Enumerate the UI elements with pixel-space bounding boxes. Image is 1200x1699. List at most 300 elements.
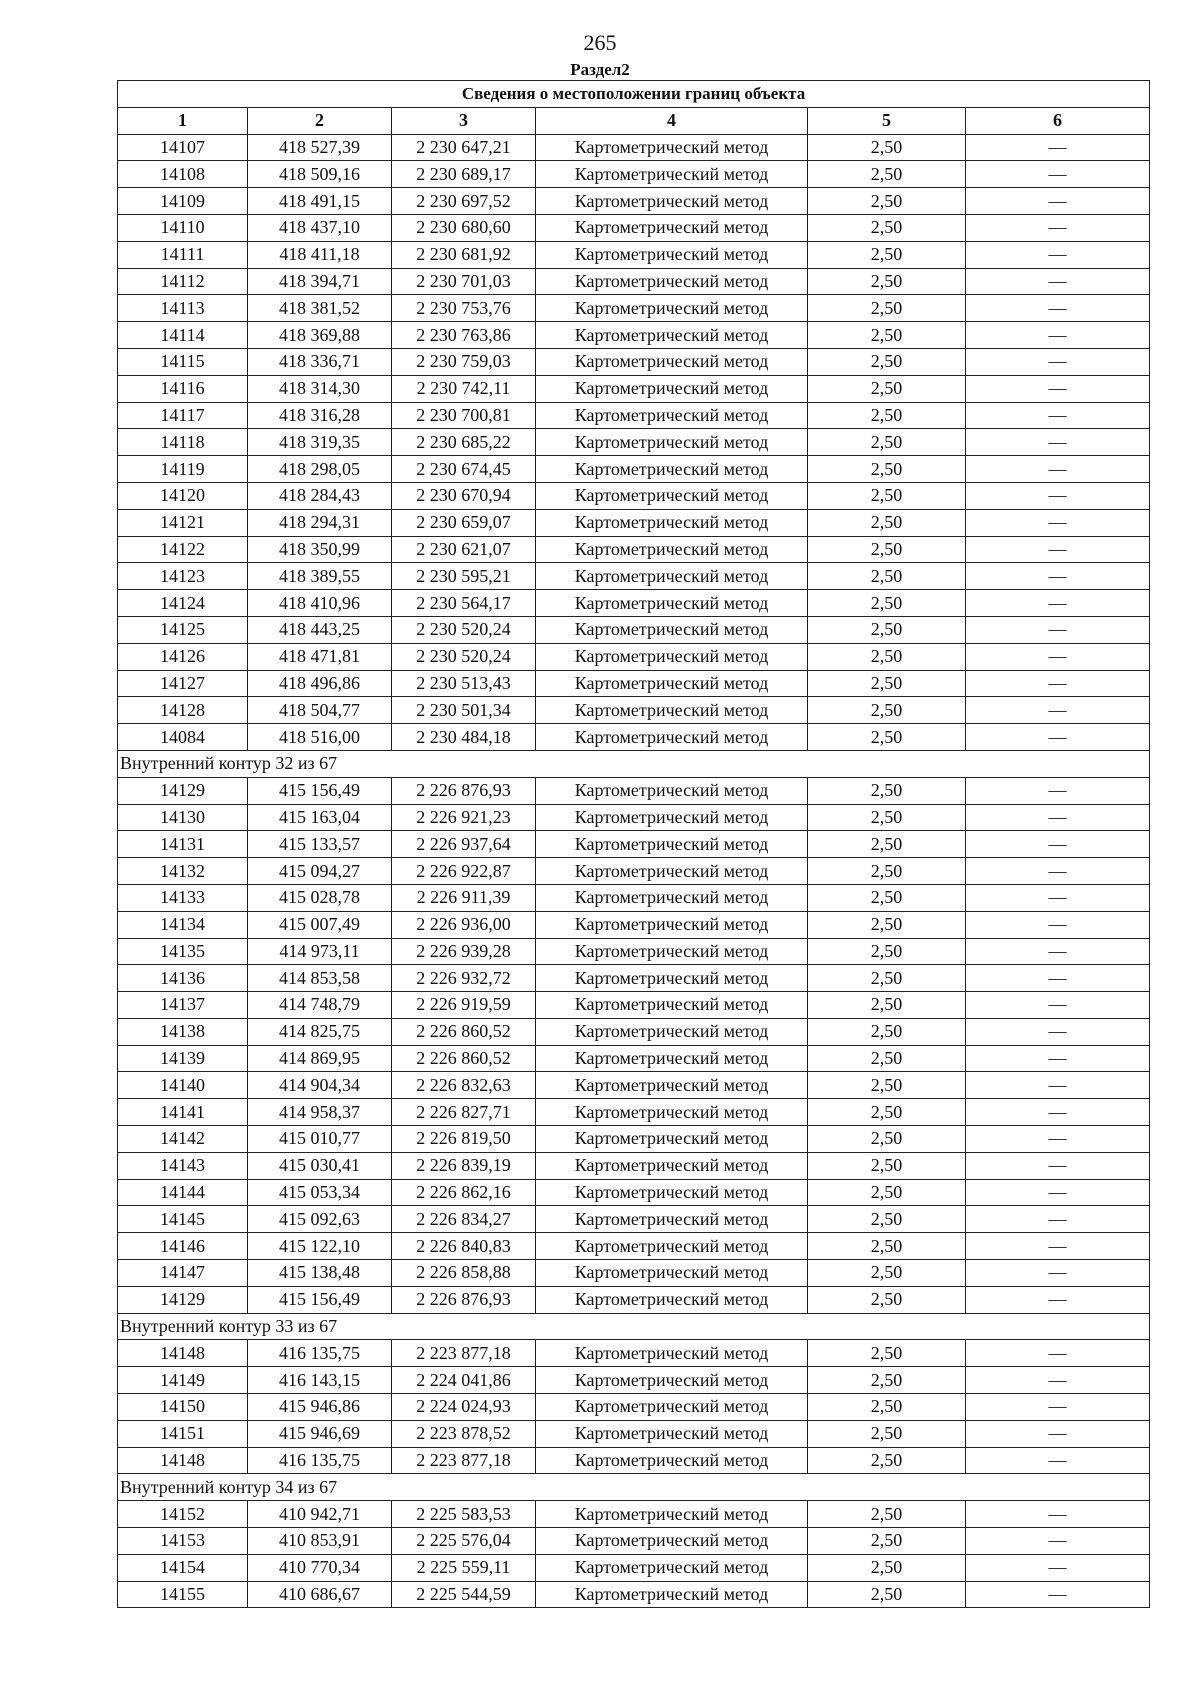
method-cell: Картометрический метод — [536, 241, 808, 268]
method-cell: Картометрический метод — [536, 697, 808, 724]
note-cell: — — [966, 1179, 1150, 1206]
note-cell: — — [966, 429, 1150, 456]
table-row — [118, 858, 1150, 885]
accuracy-cell: 2,50 — [808, 1072, 966, 1099]
point-number-cell: 14107 — [118, 134, 248, 161]
x-coordinate-cell: 418 443,25 — [248, 616, 392, 643]
point-number-cell: 14122 — [118, 536, 248, 563]
y-coordinate-cell: 2 226 876,93 — [392, 777, 536, 804]
y-coordinate-cell: 2 224 024,93 — [392, 1394, 536, 1421]
table-row — [118, 1581, 1150, 1608]
y-coordinate-cell: 2 230 742,11 — [392, 375, 536, 402]
accuracy-cell: 2,50 — [808, 858, 966, 885]
note-cell: — — [966, 241, 1150, 268]
note-cell: — — [966, 161, 1150, 188]
point-number-cell: 14136 — [118, 965, 248, 992]
x-coordinate-cell: 415 156,49 — [248, 777, 392, 804]
note-cell: — — [966, 348, 1150, 375]
note-cell: — — [966, 616, 1150, 643]
method-cell: Картометрический метод — [536, 1286, 808, 1313]
column-header: 4 — [536, 107, 808, 134]
point-number-cell: 14155 — [118, 1581, 248, 1608]
note-cell: — — [966, 911, 1150, 938]
point-number-cell: 14148 — [118, 1447, 248, 1474]
x-coordinate-cell: 418 316,28 — [248, 402, 392, 429]
table-row — [118, 536, 1150, 563]
contour-label: Внутренний контур 34 из 67 — [118, 1474, 1150, 1501]
accuracy-cell: 2,50 — [808, 375, 966, 402]
note-cell: — — [966, 402, 1150, 429]
point-number-cell: 14153 — [118, 1528, 248, 1555]
x-coordinate-cell: 418 319,35 — [248, 429, 392, 456]
point-number-cell: 14149 — [118, 1367, 248, 1394]
table-row — [118, 1420, 1150, 1447]
point-number-cell: 14131 — [118, 831, 248, 858]
point-number-cell: 14113 — [118, 295, 248, 322]
x-coordinate-cell: 418 527,39 — [248, 134, 392, 161]
y-coordinate-cell: 2 230 513,43 — [392, 670, 536, 697]
accuracy-cell: 2,50 — [808, 1045, 966, 1072]
x-coordinate-cell: 410 853,91 — [248, 1528, 392, 1555]
note-cell: — — [966, 697, 1150, 724]
accuracy-cell: 2,50 — [808, 965, 966, 992]
accuracy-cell: 2,50 — [808, 214, 966, 241]
accuracy-cell: 2,50 — [808, 161, 966, 188]
note-cell: — — [966, 1099, 1150, 1126]
table-row — [118, 590, 1150, 617]
y-coordinate-cell: 2 225 559,11 — [392, 1554, 536, 1581]
point-number-cell: 14127 — [118, 670, 248, 697]
y-coordinate-cell: 2 230 753,76 — [392, 295, 536, 322]
note-cell: — — [966, 214, 1150, 241]
point-number-cell: 14134 — [118, 911, 248, 938]
point-number-cell: 14130 — [118, 804, 248, 831]
x-coordinate-cell: 418 516,00 — [248, 724, 392, 751]
method-cell: Картометрический метод — [536, 1099, 808, 1126]
accuracy-cell: 2,50 — [808, 1367, 966, 1394]
accuracy-cell: 2,50 — [808, 1260, 966, 1287]
x-coordinate-cell: 418 496,86 — [248, 670, 392, 697]
accuracy-cell: 2,50 — [808, 884, 966, 911]
method-cell: Картометрический метод — [536, 670, 808, 697]
accuracy-cell: 2,50 — [808, 241, 966, 268]
note-cell: — — [966, 1152, 1150, 1179]
accuracy-cell: 2,50 — [808, 938, 966, 965]
y-coordinate-cell: 2 226 819,50 — [392, 1126, 536, 1153]
y-coordinate-cell: 2 230 681,92 — [392, 241, 536, 268]
note-cell: — — [966, 134, 1150, 161]
point-number-cell: 14143 — [118, 1152, 248, 1179]
y-coordinate-cell: 2 226 939,28 — [392, 938, 536, 965]
x-coordinate-cell: 418 336,71 — [248, 348, 392, 375]
table-row — [118, 1367, 1150, 1394]
table-caption-row — [118, 81, 1150, 108]
method-cell: Картометрический метод — [536, 616, 808, 643]
accuracy-cell: 2,50 — [808, 456, 966, 483]
point-number-cell: 14129 — [118, 777, 248, 804]
method-cell: Картометрический метод — [536, 1581, 808, 1608]
note-cell: — — [966, 992, 1150, 1019]
method-cell: Картометрический метод — [536, 134, 808, 161]
table-row — [118, 831, 1150, 858]
accuracy-cell: 2,50 — [808, 1099, 966, 1126]
x-coordinate-cell: 410 770,34 — [248, 1554, 392, 1581]
method-cell: Картометрический метод — [536, 643, 808, 670]
table-row — [118, 268, 1150, 295]
table-row — [118, 777, 1150, 804]
method-cell: Картометрический метод — [536, 161, 808, 188]
method-cell: Картометрический метод — [536, 214, 808, 241]
accuracy-cell: 2,50 — [808, 992, 966, 1019]
note-cell: — — [966, 1286, 1150, 1313]
y-coordinate-cell: 2 230 689,17 — [392, 161, 536, 188]
y-coordinate-cell: 2 224 041,86 — [392, 1367, 536, 1394]
accuracy-cell: 2,50 — [808, 1179, 966, 1206]
y-coordinate-cell: 2 230 680,60 — [392, 214, 536, 241]
point-number-cell: 14111 — [118, 241, 248, 268]
method-cell: Картометрический метод — [536, 322, 808, 349]
method-cell: Картометрический метод — [536, 992, 808, 1019]
table-row — [118, 1126, 1150, 1153]
note-cell: — — [966, 536, 1150, 563]
table-row — [118, 697, 1150, 724]
accuracy-cell: 2,50 — [808, 670, 966, 697]
x-coordinate-cell: 418 369,88 — [248, 322, 392, 349]
note-cell: — — [966, 777, 1150, 804]
point-number-cell: 14150 — [118, 1394, 248, 1421]
method-cell: Картометрический метод — [536, 884, 808, 911]
method-cell: Картометрический метод — [536, 375, 808, 402]
x-coordinate-cell: 414 748,79 — [248, 992, 392, 1019]
y-coordinate-cell: 2 226 932,72 — [392, 965, 536, 992]
accuracy-cell: 2,50 — [808, 1126, 966, 1153]
method-cell: Картометрический метод — [536, 348, 808, 375]
point-number-cell: 14084 — [118, 724, 248, 751]
method-cell: Картометрический метод — [536, 482, 808, 509]
point-number-cell: 14116 — [118, 375, 248, 402]
method-cell: Картометрический метод — [536, 1018, 808, 1045]
column-header: 1 — [118, 107, 248, 134]
x-coordinate-cell: 418 294,31 — [248, 509, 392, 536]
note-cell: — — [966, 322, 1150, 349]
table-row — [118, 214, 1150, 241]
y-coordinate-cell: 2 226 840,83 — [392, 1233, 536, 1260]
table-row — [118, 1233, 1150, 1260]
x-coordinate-cell: 415 163,04 — [248, 804, 392, 831]
x-coordinate-cell: 415 122,10 — [248, 1233, 392, 1260]
accuracy-cell: 2,50 — [808, 348, 966, 375]
y-coordinate-cell: 2 230 700,81 — [392, 402, 536, 429]
note-cell: — — [966, 804, 1150, 831]
table-row — [118, 322, 1150, 349]
x-coordinate-cell: 414 973,11 — [248, 938, 392, 965]
table-row — [118, 643, 1150, 670]
column-header: 3 — [392, 107, 536, 134]
table-row — [118, 1340, 1150, 1367]
point-number-cell: 14140 — [118, 1072, 248, 1099]
accuracy-cell: 2,50 — [808, 429, 966, 456]
note-cell: — — [966, 375, 1150, 402]
table-row — [118, 1260, 1150, 1287]
section-title: Раздел2 — [570, 60, 630, 79]
accuracy-cell: 2,50 — [808, 643, 966, 670]
method-cell: Картометрический метод — [536, 804, 808, 831]
y-coordinate-cell: 2 226 922,87 — [392, 858, 536, 885]
point-number-cell: 14146 — [118, 1233, 248, 1260]
point-number-cell: 14152 — [118, 1501, 248, 1528]
table-row — [118, 563, 1150, 590]
point-number-cell: 14123 — [118, 563, 248, 590]
y-coordinate-cell: 2 226 832,63 — [392, 1072, 536, 1099]
x-coordinate-cell: 410 942,71 — [248, 1501, 392, 1528]
table-row — [118, 134, 1150, 161]
point-number-cell: 14138 — [118, 1018, 248, 1045]
method-cell: Картометрический метод — [536, 188, 808, 215]
note-cell: — — [966, 965, 1150, 992]
method-cell: Картометрический метод — [536, 1528, 808, 1555]
x-coordinate-cell: 410 686,67 — [248, 1581, 392, 1608]
accuracy-cell: 2,50 — [808, 831, 966, 858]
accuracy-cell: 2,50 — [808, 402, 966, 429]
x-coordinate-cell: 414 825,75 — [248, 1018, 392, 1045]
method-cell: Картометрический метод — [536, 965, 808, 992]
point-number-cell: 14115 — [118, 348, 248, 375]
x-coordinate-cell: 416 143,15 — [248, 1367, 392, 1394]
table-caption: Сведения о местоположении границ объекта — [118, 81, 1150, 108]
table-header-row — [118, 107, 1150, 134]
point-number-cell: 14132 — [118, 858, 248, 885]
table-row — [118, 1206, 1150, 1233]
method-cell: Картометрический метод — [536, 429, 808, 456]
method-cell: Картометрический метод — [536, 1260, 808, 1287]
note-cell: — — [966, 268, 1150, 295]
table-row — [118, 1045, 1150, 1072]
note-cell: — — [966, 858, 1150, 885]
accuracy-cell: 2,50 — [808, 563, 966, 590]
y-coordinate-cell: 2 226 858,88 — [392, 1260, 536, 1287]
y-coordinate-cell: 2 230 520,24 — [392, 616, 536, 643]
x-coordinate-cell: 415 028,78 — [248, 884, 392, 911]
y-coordinate-cell: 2 225 576,04 — [392, 1528, 536, 1555]
x-coordinate-cell: 415 156,49 — [248, 1286, 392, 1313]
note-cell: — — [966, 1420, 1150, 1447]
table-row — [118, 161, 1150, 188]
y-coordinate-cell: 2 230 697,52 — [392, 188, 536, 215]
accuracy-cell: 2,50 — [808, 590, 966, 617]
y-coordinate-cell: 2 230 520,24 — [392, 643, 536, 670]
point-number-cell: 14118 — [118, 429, 248, 456]
table-row — [118, 670, 1150, 697]
point-number-cell: 14142 — [118, 1126, 248, 1153]
accuracy-cell: 2,50 — [808, 1554, 966, 1581]
note-cell: — — [966, 1206, 1150, 1233]
table-row — [118, 1394, 1150, 1421]
table-body — [118, 134, 1150, 1608]
accuracy-cell: 2,50 — [808, 268, 966, 295]
point-number-cell: 14112 — [118, 268, 248, 295]
x-coordinate-cell: 414 869,95 — [248, 1045, 392, 1072]
table-row — [118, 1286, 1150, 1313]
y-coordinate-cell: 2 230 670,94 — [392, 482, 536, 509]
y-coordinate-cell: 2 230 763,86 — [392, 322, 536, 349]
method-cell: Картометрический метод — [536, 1420, 808, 1447]
method-cell: Картометрический метод — [536, 536, 808, 563]
y-coordinate-cell: 2 230 759,03 — [392, 348, 536, 375]
accuracy-cell: 2,50 — [808, 1528, 966, 1555]
method-cell: Картометрический метод — [536, 295, 808, 322]
x-coordinate-cell: 418 381,52 — [248, 295, 392, 322]
x-coordinate-cell: 418 411,18 — [248, 241, 392, 268]
method-cell: Картометрический метод — [536, 1394, 808, 1421]
note-cell: — — [966, 724, 1150, 751]
x-coordinate-cell: 415 946,86 — [248, 1394, 392, 1421]
note-cell: — — [966, 1072, 1150, 1099]
x-coordinate-cell: 415 007,49 — [248, 911, 392, 938]
method-cell: Картометрический метод — [536, 1152, 808, 1179]
table-row — [118, 804, 1150, 831]
method-cell: Картометрический метод — [536, 1340, 808, 1367]
note-cell: — — [966, 938, 1150, 965]
y-coordinate-cell: 2 230 621,07 — [392, 536, 536, 563]
point-number-cell: 14117 — [118, 402, 248, 429]
method-cell: Картометрический метод — [536, 268, 808, 295]
accuracy-cell: 2,50 — [808, 134, 966, 161]
point-number-cell: 14120 — [118, 482, 248, 509]
point-number-cell: 14141 — [118, 1099, 248, 1126]
method-cell: Картометрический метод — [536, 858, 808, 885]
accuracy-cell: 2,50 — [808, 536, 966, 563]
note-cell: — — [966, 1367, 1150, 1394]
table-row — [118, 911, 1150, 938]
table-row — [118, 1447, 1150, 1474]
x-coordinate-cell: 418 298,05 — [248, 456, 392, 483]
point-number-cell: 14119 — [118, 456, 248, 483]
table-row — [118, 1501, 1150, 1528]
accuracy-cell: 2,50 — [808, 322, 966, 349]
point-number-cell: 14148 — [118, 1340, 248, 1367]
x-coordinate-cell: 418 491,15 — [248, 188, 392, 215]
method-cell: Картометрический метод — [536, 590, 808, 617]
y-coordinate-cell: 2 230 701,03 — [392, 268, 536, 295]
method-cell: Картометрический метод — [536, 1554, 808, 1581]
page-number: 265 — [583, 30, 617, 55]
y-coordinate-cell: 2 230 685,22 — [392, 429, 536, 456]
table-row — [118, 724, 1150, 751]
table-row — [118, 616, 1150, 643]
table-row — [118, 965, 1150, 992]
accuracy-cell: 2,50 — [808, 1501, 966, 1528]
point-number-cell: 14128 — [118, 697, 248, 724]
method-cell: Картометрический метод — [536, 1126, 808, 1153]
accuracy-cell: 2,50 — [808, 777, 966, 804]
accuracy-cell: 2,50 — [808, 1152, 966, 1179]
column-header: 5 — [808, 107, 966, 134]
method-cell: Картометрический метод — [536, 911, 808, 938]
column-header: 6 — [966, 107, 1150, 134]
note-cell: — — [966, 1260, 1150, 1287]
point-number-cell: 14108 — [118, 161, 248, 188]
y-coordinate-cell: 2 226 860,52 — [392, 1018, 536, 1045]
point-number-cell: 14133 — [118, 884, 248, 911]
x-coordinate-cell: 418 509,16 — [248, 161, 392, 188]
column-header: 2 — [248, 107, 392, 134]
y-coordinate-cell: 2 226 911,39 — [392, 884, 536, 911]
point-number-cell: 14135 — [118, 938, 248, 965]
y-coordinate-cell: 2 226 876,93 — [392, 1286, 536, 1313]
note-cell: — — [966, 1581, 1150, 1608]
point-number-cell: 14124 — [118, 590, 248, 617]
method-cell: Картометрический метод — [536, 1233, 808, 1260]
table-row — [118, 429, 1150, 456]
note-cell: — — [966, 563, 1150, 590]
method-cell: Картометрический метод — [536, 1447, 808, 1474]
y-coordinate-cell: 2 226 860,52 — [392, 1045, 536, 1072]
point-number-cell: 14144 — [118, 1179, 248, 1206]
method-cell: Картометрический метод — [536, 1501, 808, 1528]
method-cell: Картометрический метод — [536, 724, 808, 751]
point-number-cell: 14114 — [118, 322, 248, 349]
method-cell: Картометрический метод — [536, 1045, 808, 1072]
x-coordinate-cell: 415 010,77 — [248, 1126, 392, 1153]
accuracy-cell: 2,50 — [808, 1018, 966, 1045]
point-number-cell: 14139 — [118, 1045, 248, 1072]
y-coordinate-cell: 2 230 484,18 — [392, 724, 536, 751]
x-coordinate-cell: 415 094,27 — [248, 858, 392, 885]
table-row — [118, 295, 1150, 322]
y-coordinate-cell: 2 230 595,21 — [392, 563, 536, 590]
method-cell: Картометрический метод — [536, 777, 808, 804]
point-number-cell: 14121 — [118, 509, 248, 536]
point-number-cell: 14154 — [118, 1554, 248, 1581]
x-coordinate-cell: 418 284,43 — [248, 482, 392, 509]
note-cell: — — [966, 509, 1150, 536]
x-coordinate-cell: 414 853,58 — [248, 965, 392, 992]
table-row — [118, 456, 1150, 483]
table-row — [118, 509, 1150, 536]
point-number-cell: 14145 — [118, 1206, 248, 1233]
method-cell: Картометрический метод — [536, 1367, 808, 1394]
x-coordinate-cell: 415 946,69 — [248, 1420, 392, 1447]
table-row — [118, 1179, 1150, 1206]
method-cell: Картометрический метод — [536, 402, 808, 429]
y-coordinate-cell: 2 230 647,21 — [392, 134, 536, 161]
x-coordinate-cell: 418 437,10 — [248, 214, 392, 241]
accuracy-cell: 2,50 — [808, 1581, 966, 1608]
accuracy-cell: 2,50 — [808, 1447, 966, 1474]
note-cell: — — [966, 831, 1150, 858]
table-row — [118, 938, 1150, 965]
point-number-cell: 14151 — [118, 1420, 248, 1447]
point-number-cell: 14110 — [118, 214, 248, 241]
note-cell: — — [966, 670, 1150, 697]
accuracy-cell: 2,50 — [808, 1206, 966, 1233]
note-cell: — — [966, 1447, 1150, 1474]
method-cell: Картометрический метод — [536, 509, 808, 536]
y-coordinate-cell: 2 226 919,59 — [392, 992, 536, 1019]
table-row — [118, 1018, 1150, 1045]
x-coordinate-cell: 415 092,63 — [248, 1206, 392, 1233]
y-coordinate-cell: 2 225 583,53 — [392, 1501, 536, 1528]
point-number-cell: 14125 — [118, 616, 248, 643]
y-coordinate-cell: 2 226 937,64 — [392, 831, 536, 858]
x-coordinate-cell: 415 053,34 — [248, 1179, 392, 1206]
contour-label: Внутренний контур 32 из 67 — [118, 750, 1150, 777]
y-coordinate-cell: 2 230 659,07 — [392, 509, 536, 536]
table-row — [118, 482, 1150, 509]
method-cell: Картометрический метод — [536, 1206, 808, 1233]
note-cell: — — [966, 1501, 1150, 1528]
note-cell: — — [966, 884, 1150, 911]
